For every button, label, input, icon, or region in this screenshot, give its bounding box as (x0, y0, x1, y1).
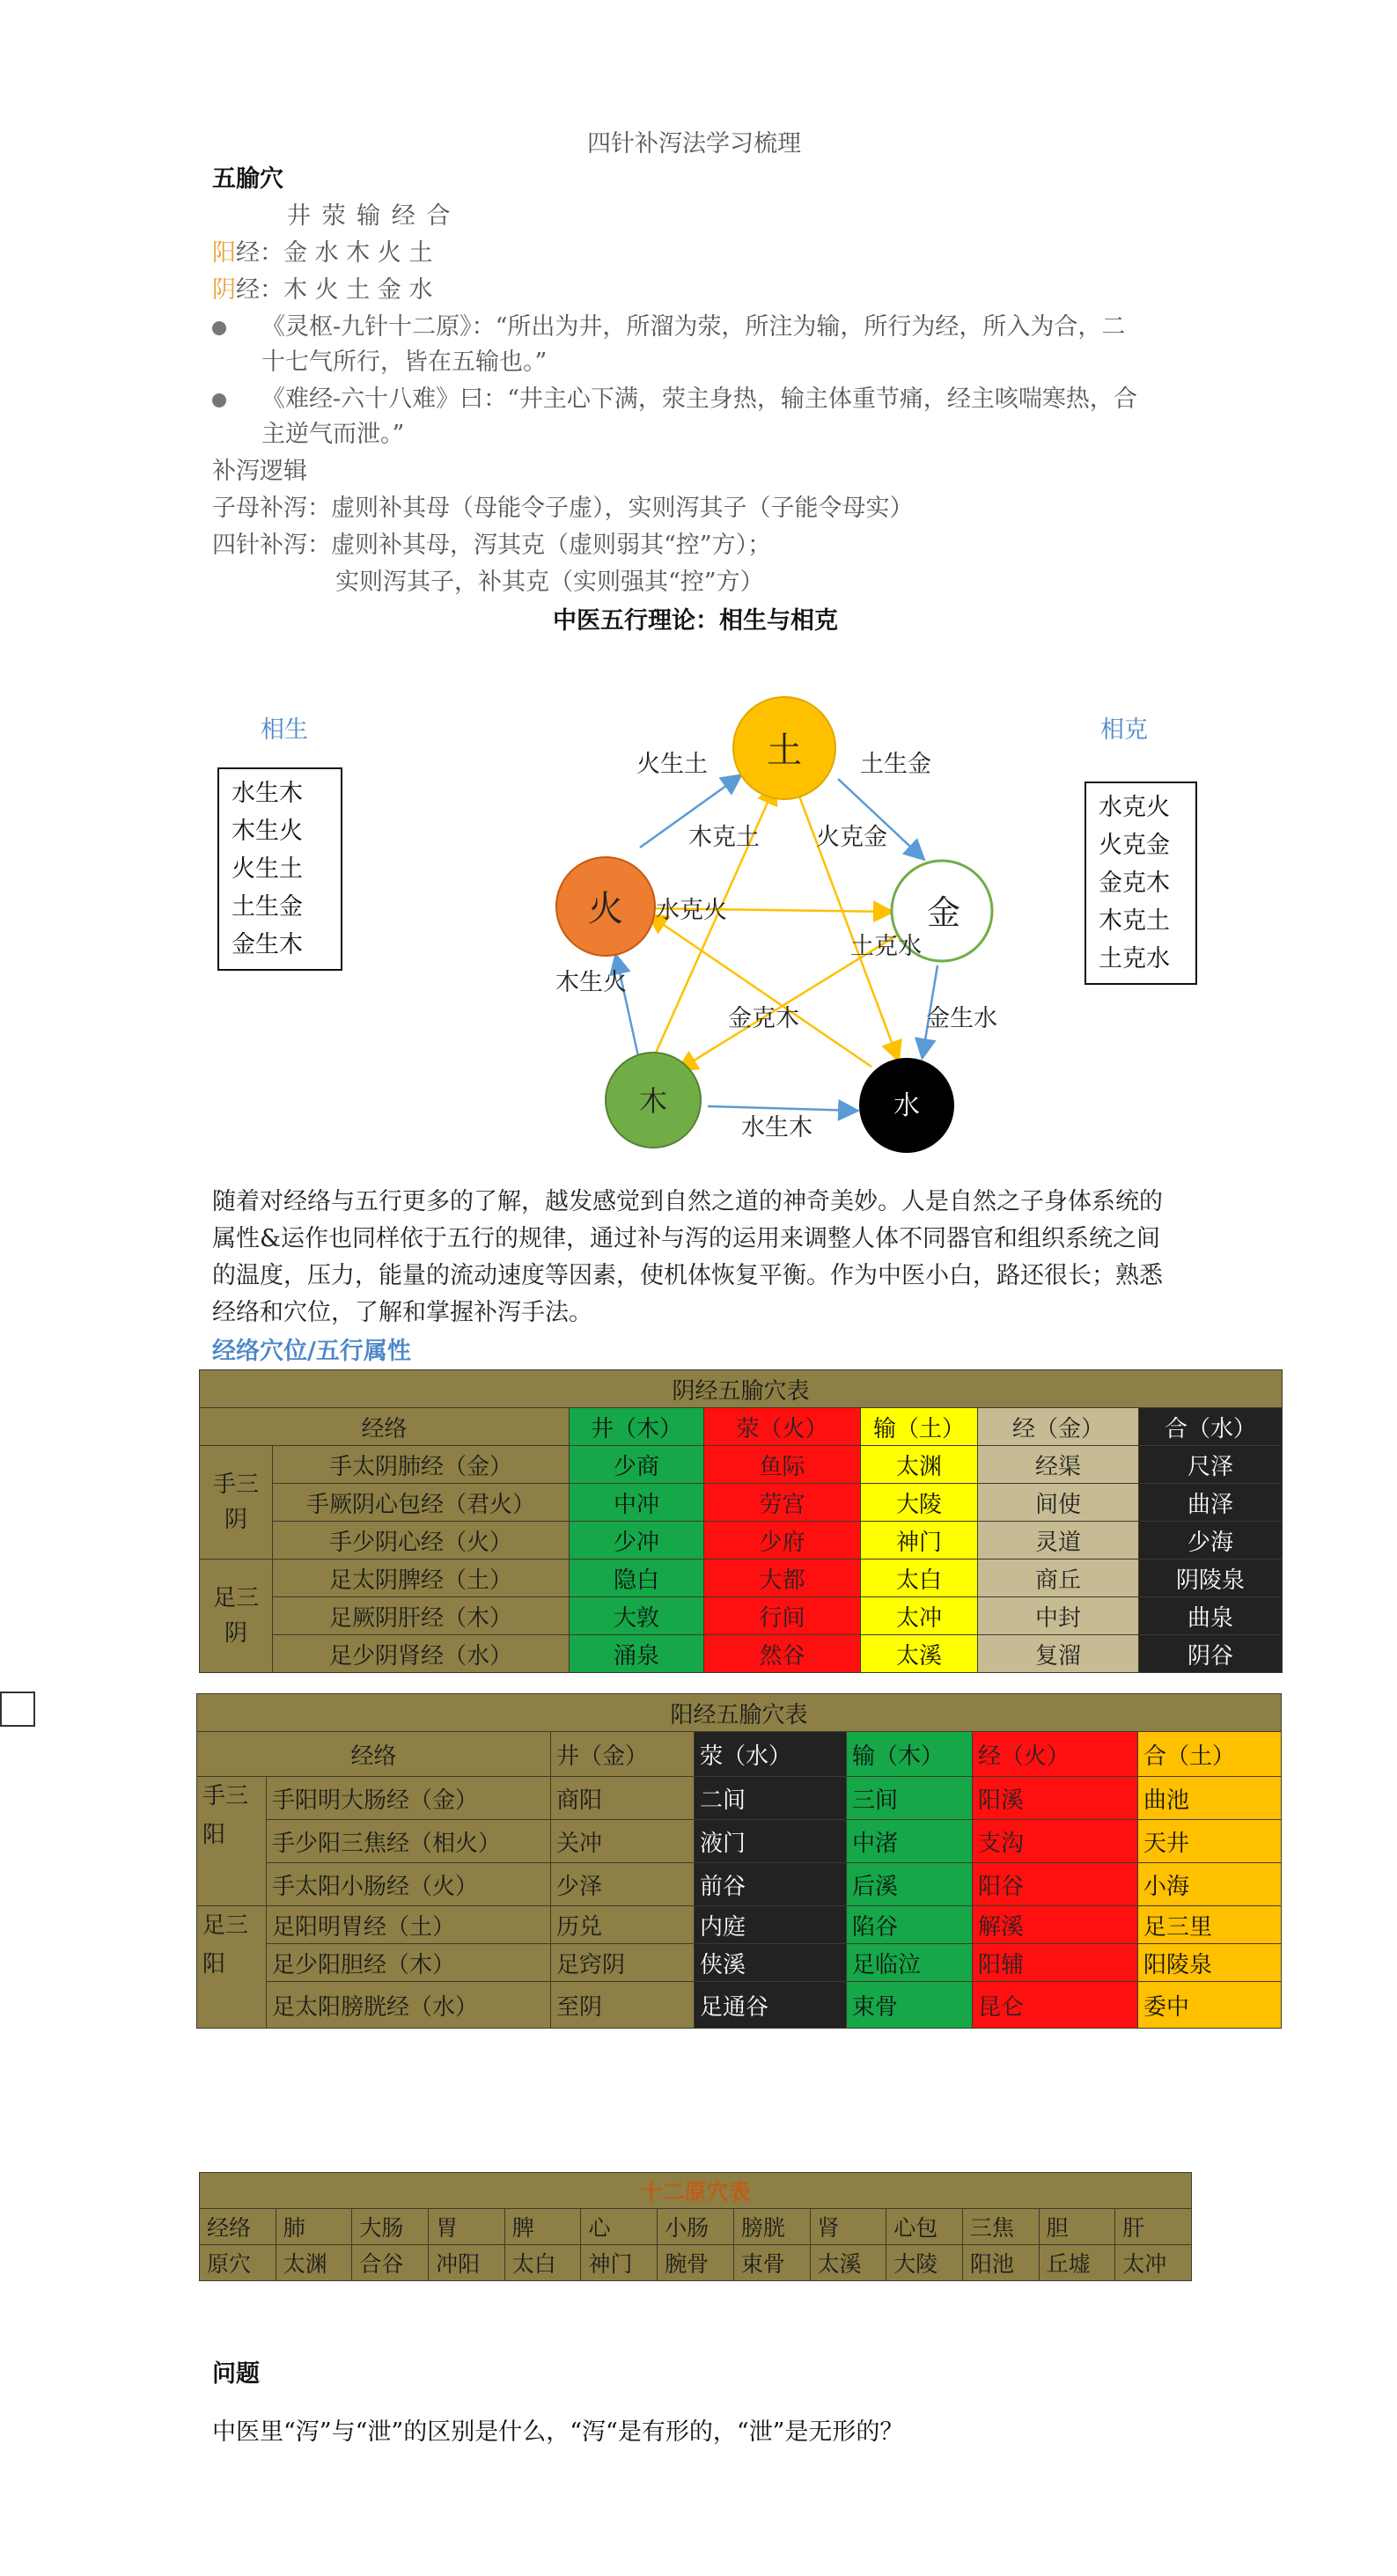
yuan-point: 太白 (504, 2245, 581, 2281)
yang-cell: 陷谷 (847, 1906, 973, 1944)
yin-cell: 中封 (978, 1597, 1139, 1635)
yin-row-name: 足太阴脾经（土） (273, 1560, 570, 1597)
node-wood-label: 木 (638, 1084, 668, 1118)
yuan-point: 阳池 (962, 2245, 1039, 2281)
yang-cell: 至阴 (551, 1982, 695, 2029)
yang-cell: 束骨 (847, 1982, 973, 2029)
yin-cell: 商丘 (978, 1560, 1139, 1597)
yuan-point: 大陵 (886, 2245, 963, 2281)
yin-cell: 鱼际 (704, 1446, 861, 1484)
yang-cell: 解溪 (973, 1906, 1138, 1944)
yang-cell: 液门 (695, 1820, 847, 1863)
yuan-point: 太溪 (810, 2245, 886, 2281)
diagram-title: 中医五行理论：相生与相克 (553, 607, 838, 635)
yuan-row2-head: 原穴 (200, 2245, 276, 2281)
yang-rest: 经：金 水 木 火 土 (236, 239, 433, 267)
yang-col-he: 合（土） (1138, 1732, 1282, 1777)
paragraph-line3: 的温度，压力，能量的流动速度等因素，使机体恢复平衡。作为中医小白，路还很长；熟悉 (212, 1262, 1163, 1289)
yin-cell: 神门 (861, 1522, 978, 1560)
label-metal-water: 金生水 (926, 1005, 997, 1032)
yin-cell: 太溪 (861, 1635, 978, 1673)
yin-row-name: 足厥阴肝经（木） (273, 1597, 570, 1635)
ke-item: 木克土 (1099, 907, 1170, 935)
yin-cell: 太渊 (861, 1446, 978, 1484)
yang-cell: 商阳 (551, 1777, 695, 1820)
yin-cell: 少商 (570, 1446, 704, 1484)
yin-cell: 少海 (1139, 1522, 1283, 1560)
logic-line1: 子母补泻：虚则补其母（母能令子虚），实则泻其子（子能令母实） (212, 495, 914, 522)
ke-item: 金克木 (1099, 870, 1170, 897)
yin-cell: 少府 (704, 1522, 861, 1560)
question-text: 中医里“泻”与“泄”的区别是什么，“泻“是有形的，“泄”是无形的？ (212, 2418, 904, 2446)
yin-col-jing2: 经（金） (978, 1408, 1139, 1446)
yuan-point: 束骨 (733, 2245, 810, 2281)
yin-col-shu: 输（土） (861, 1408, 978, 1446)
yin-col-he: 合（水） (1139, 1408, 1283, 1446)
yang-cell: 阳溪 (973, 1777, 1138, 1820)
yang-cell: 昆仑 (973, 1982, 1138, 2029)
yang-cell: 少泽 (551, 1863, 695, 1906)
yang-cell: 支沟 (973, 1820, 1138, 1863)
yin-cell: 复溜 (978, 1635, 1139, 1673)
subheading-meridian: 经络穴位/五行属性 (212, 1338, 411, 1365)
node-fire-label: 火 (588, 889, 623, 929)
five-elements-diagram (0, 0, 1397, 1232)
yang-cell: 足三里 (1138, 1906, 1282, 1944)
ke-item: 土克水 (1099, 945, 1170, 972)
yin-prefix: 阴 (212, 276, 236, 304)
yin-table-title: 阴经五腧穴表 (200, 1370, 1283, 1408)
yin-cell: 少冲 (570, 1522, 704, 1560)
label-wood-fire: 木生火 (555, 969, 627, 996)
label-water-fire: 水克火 (656, 897, 727, 924)
yin-cell: 隐白 (570, 1560, 704, 1597)
label-metal-wood: 金克木 (728, 1005, 799, 1032)
logic-heading: 补泻逻辑 (212, 458, 307, 485)
label-fire-metal: 火克金 (816, 824, 887, 851)
yin-cell: 大敦 (570, 1597, 704, 1635)
yin-cell: 太冲 (861, 1597, 978, 1635)
yang-cell: 前谷 (695, 1863, 847, 1906)
yuan-meridian: 心包 (886, 2209, 963, 2245)
label-earth-water: 土克水 (850, 933, 922, 960)
yin-table (199, 1369, 1283, 1673)
yang-cell: 足临泣 (847, 1944, 973, 1982)
yuan-point: 腕骨 (658, 2245, 734, 2281)
yuan-row-points (200, 2245, 1192, 2281)
yang-table-title: 阳经五腧穴表 (197, 1694, 1282, 1732)
yin-group-hand: 手三阴 (200, 1446, 273, 1560)
yin-cell: 劳宫 (704, 1484, 861, 1522)
yang-cell: 后溪 (847, 1863, 973, 1906)
yuan-meridian: 肝 (1115, 2209, 1192, 2245)
yang-group-foot: 足三阳 (197, 1906, 267, 2029)
yang-row-name: 手太阳小肠经（火） (267, 1863, 551, 1906)
yang-cell: 内庭 (695, 1906, 847, 1944)
yin-group-foot: 足三阴 (200, 1560, 273, 1673)
sheng-label: 相生 (261, 716, 308, 744)
ke-label: 相克 (1100, 716, 1148, 744)
yin-row-name: 手少阴心经（火） (273, 1522, 570, 1560)
yin-cell: 涌泉 (570, 1635, 704, 1673)
sheng-item: 木生火 (232, 818, 303, 845)
yang-col-ying: 荥（水） (695, 1732, 847, 1777)
yin-cell: 曲泉 (1139, 1597, 1283, 1635)
yang-col-jing: 井（金） (551, 1732, 695, 1777)
ke-item: 火克金 (1099, 832, 1170, 859)
question-heading: 问题 (212, 2360, 260, 2388)
yin-cell: 太白 (861, 1560, 978, 1597)
yin-cell: 大都 (704, 1560, 861, 1597)
yang-col-jing2: 经（火） (973, 1732, 1138, 1777)
yuan-table (199, 2172, 1192, 2281)
yuan-table-title: 十二原穴表 (200, 2173, 1192, 2209)
yuan-meridian: 小肠 (658, 2209, 734, 2245)
yin-row-name: 手厥阴心包经（君火） (273, 1484, 570, 1522)
yin-cell: 曲泽 (1139, 1484, 1283, 1522)
yang-cell: 天井 (1138, 1820, 1282, 1863)
wushu-header-row: 井 荥 输 经 合 (287, 202, 452, 230)
document-title: 四针补泻法学习梳理 (587, 130, 801, 158)
yang-cell: 阳谷 (973, 1863, 1138, 1906)
yang-cell: 曲池 (1138, 1777, 1282, 1820)
quote1-line2: 十七气所行，皆在五输也。” (261, 349, 548, 376)
label-earth-metal: 土生金 (860, 751, 931, 778)
yin-col-meridian: 经络 (200, 1408, 570, 1446)
yuan-meridian: 胃 (429, 2209, 505, 2245)
yang-cell: 足通谷 (695, 1982, 847, 2029)
yang-col-shu: 输（木） (847, 1732, 973, 1777)
yin-cell: 尺泽 (1139, 1446, 1283, 1484)
yuan-meridian: 心 (581, 2209, 658, 2245)
yang-cell: 足窍阴 (551, 1944, 695, 1982)
yang-row-name: 手少阳三焦经（相火） (267, 1820, 551, 1863)
label-water-wood: 水生木 (741, 1114, 812, 1141)
yang-col-meridian: 经络 (197, 1732, 551, 1777)
yang-cell: 二间 (695, 1777, 847, 1820)
yang-cell: 阳辅 (973, 1944, 1138, 1982)
paragraph-line2: 属性&运作也同样依于五行的规律，通过补与泻的运用来调整人体不同器官和组织系统之间 (212, 1225, 1161, 1252)
yin-cell: 中冲 (570, 1484, 704, 1522)
node-earth-label: 土 (767, 730, 802, 771)
yang-cell: 关冲 (551, 1820, 695, 1863)
yang-cell: 阳陵泉 (1138, 1944, 1282, 1982)
arrow-water-wood (708, 1106, 856, 1111)
sheng-item: 水生木 (232, 780, 303, 807)
yang-cell: 侠溪 (695, 1944, 847, 1982)
margin-box (0, 1692, 35, 1727)
yuan-point: 合谷 (352, 2245, 429, 2281)
yin-cell: 行间 (704, 1597, 861, 1635)
yang-cell: 委中 (1138, 1982, 1282, 2029)
yin-col-jing: 井（木） (570, 1408, 704, 1446)
sheng-item: 金生木 (232, 931, 303, 958)
yin-row-name: 手太阴肺经（金） (273, 1446, 570, 1484)
yuan-point: 丘墟 (1039, 2245, 1115, 2281)
yin-cell: 灵道 (978, 1522, 1139, 1560)
sheng-item: 土生金 (232, 893, 303, 921)
quote2-line2: 主逆气而泄。” (261, 421, 405, 448)
logic-line3: 实则泻其子，补其克（实则强其“控”方） (335, 569, 764, 596)
yang-row-name: 足阳明胃经（土） (267, 1906, 551, 1944)
yin-cell: 然谷 (704, 1635, 861, 1673)
yin-cell: 间使 (978, 1484, 1139, 1522)
label-wood-earth: 木克土 (688, 824, 760, 851)
yuan-meridian: 膀胱 (733, 2209, 810, 2245)
yuan-row1-head: 经络 (200, 2209, 276, 2245)
yuan-point: 冲阳 (429, 2245, 505, 2281)
yuan-meridian: 脾 (504, 2209, 581, 2245)
yang-cell: 历兑 (551, 1906, 695, 1944)
yang-row-name: 手阳明大肠经（金） (267, 1777, 551, 1820)
yin-cell: 阴陵泉 (1139, 1560, 1283, 1597)
yin-col-ying: 荥（火） (704, 1408, 861, 1446)
yuan-meridian: 三焦 (962, 2209, 1039, 2245)
yin-row-name: 足少阴肾经（水） (273, 1635, 570, 1673)
paragraph-line1: 随着对经络与五行更多的了解，越发感觉到自然之道的神奇美妙。人是自然之子身体系统的 (212, 1188, 1163, 1215)
logic-line2: 四针补泻：虚则补其母，泻其克（虚则弱其“控”方）； (212, 532, 772, 559)
label-fire-earth: 火生土 (636, 751, 708, 778)
yang-row-name: 足少阳胆经（木） (267, 1944, 551, 1982)
node-water-label: 水 (893, 1090, 920, 1121)
quote2-line1: 《难经-六十八难》曰：“井主心下满，荥主身热，输主体重节痛，经主咳喘寒热，合 (261, 385, 1137, 413)
yin-cell: 阴谷 (1139, 1635, 1283, 1673)
yin-cell: 经渠 (978, 1446, 1139, 1484)
section-heading-wushu: 五腧穴 (212, 165, 283, 193)
yang-group-hand: 手三阳 (197, 1777, 267, 1906)
yuan-point: 神门 (581, 2245, 658, 2281)
quote1-line1: 《灵枢-九针十二原》：“所出为井，所溜为荥，所注为输，所行为经，所入为合，二 (261, 313, 1126, 341)
ke-item: 水克火 (1099, 794, 1170, 821)
yin-rest: 经：木 火 土 金 水 (236, 276, 433, 304)
yuan-meridian: 胆 (1039, 2209, 1115, 2245)
yuan-meridian: 大肠 (352, 2209, 429, 2245)
node-metal-label: 金 (926, 893, 961, 932)
yuan-meridian: 肺 (276, 2209, 352, 2245)
yang-cell: 小海 (1138, 1863, 1282, 1906)
yuan-row-meridians (200, 2209, 1192, 2245)
yang-row-name: 足太阳膀胱经（水） (267, 1982, 551, 2029)
yin-cell: 大陵 (861, 1484, 978, 1522)
yang-cell: 中渚 (847, 1820, 973, 1863)
paragraph-line4: 经络和穴位，了解和掌握补泻手法。 (212, 1299, 592, 1326)
yuan-point: 太渊 (276, 2245, 352, 2281)
yang-cell: 三间 (847, 1777, 973, 1820)
yuan-meridian: 肾 (810, 2209, 886, 2245)
yang-prefix: 阳 (212, 239, 236, 267)
yuan-point: 太冲 (1115, 2245, 1192, 2281)
yang-table (196, 1693, 1282, 2029)
sheng-item: 火生土 (232, 855, 303, 883)
